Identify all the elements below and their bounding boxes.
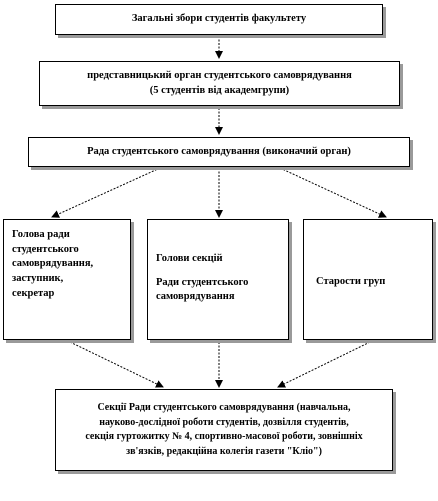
- council-head-box: [3, 219, 131, 340]
- arrow-council-to-group-leaders: [280, 168, 386, 217]
- sections-line: зв'язків, редакційна колегія газети "Кліо"): [126, 445, 322, 457]
- arrow-group-leaders-to-sections: [278, 342, 370, 387]
- arrow-council-to-head: [52, 168, 160, 217]
- sections-line: Секції Ради студентського самоврядування (навчальна,: [97, 402, 351, 413]
- student-council-label: Рада студентського самоврядування (виконачий орган): [87, 145, 351, 157]
- section-heads-line1: Голови секцій: [156, 253, 223, 264]
- representative-body-line1: представницький орган студентського самоврядування: [87, 69, 352, 81]
- sections-line: науково-дослідної роботи студентів, дозвілля студентів,: [99, 416, 349, 428]
- arrow-head-to-sections: [70, 342, 163, 387]
- council-head-line: заступник,: [12, 273, 64, 285]
- group-leaders-label: Старости груп: [316, 276, 386, 287]
- group-leaders-box: [303, 219, 433, 340]
- general-assembly-box: [55, 4, 383, 35]
- council-head-line: студентського: [12, 243, 79, 255]
- sections-line: секція гуртожитку № 4, спортивно-масової роботи, зовнішніх: [85, 431, 363, 442]
- student-council-box: [28, 137, 410, 167]
- general-assembly-label: Загальні збори студентів факультету: [131, 13, 307, 25]
- sections-box: [55, 389, 393, 471]
- council-head-line: самоврядування,: [12, 258, 94, 270]
- representative-body-box: [39, 61, 400, 106]
- council-head-line: секретар: [12, 287, 55, 299]
- council-head-line: Голова ради: [12, 229, 70, 240]
- section-heads-box: [147, 219, 289, 340]
- section-heads-line2: Ради студентського самоврядування: [156, 276, 249, 303]
- representative-body-line2: (5 студентів від академгрупи): [149, 84, 290, 96]
